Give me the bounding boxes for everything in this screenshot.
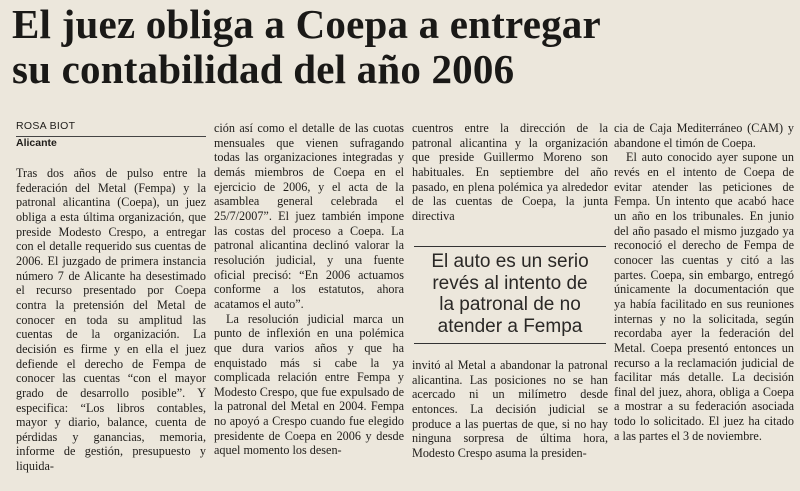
- pull-quote-line: revés al intento de: [432, 272, 588, 294]
- body-column-2: [214, 121, 404, 458]
- headline-line-2: su contabilidad del año 2006: [12, 46, 515, 92]
- paragraph: La resolución judicial marca un punto de inflexión en una polémica que dura varios años y que ha enquistado más si cabe la ya complicada relación entre Fempa y Modesto Crespo, que fue expulsado de la patronal del Metal en 2004. Fempa no apoyó a Crespo cuando fue elegido presidente de Coepa en 2006 y desde aquel momento los desen-: [214, 311, 404, 458]
- pull-quote-line: El auto es un serio: [431, 251, 589, 272]
- body-column-3-top: [412, 121, 608, 224]
- headline-line-1: El juez obliga a Coepa a entregar: [12, 1, 601, 47]
- paragraph: El auto conocido ayer supone un revés en el intento de Coepa de evitar atender las peticiones de Fempa. Un intento que acabó hace un año en los tribunales. En junio del año pasado el mismo juzgado ya reconoció el derecho de Fempa de conocer las cuentas y citó a las partes. Coepa, sin embargo, entregó únicamente la documentación que ya había facilitado en sus reuniones internas y no la solicitada, según recordaba ayer la federación del Metal. Coepa presentó entonces un recurso a la reclamación judicial de facilitar más detalle. La decisión final del juez, ahora, obliga a Coepa a mostrar a su federación asociada todo lo solicitado. El juez ha citado a las partes el 3 de noviembre.: [614, 150, 794, 443]
- pull-quote: [414, 246, 606, 344]
- headline: [12, 2, 792, 92]
- paragraph: Tras dos años de pulso entre la federación del Metal (Fempa) y la patronal alicantina (Coepa), un juez obliga a esta última organización, que preside Modesto Crespo, a entregar con el detalle requerido sus cuentas de 2006. El juzgado de primera instancia número 7 de Alicante ha desestimado el recurso presentado por Coepa contra la pretensión del Metal de conocer en toda su amplitud las cuentas de la organización. La decisión es firme y en ella el juez defiende el derecho de Fempa de conocer las cuentas “con el mayor grado de desarrollo posible”. Y especifica: “Los libros contables, mayor y diario, balance, cuenta de pérdidas y ganancias, memoria, informe de gestión, presupuesto y liquida-: [16, 166, 206, 474]
- paragraph: cia de Caja Mediterráneo (CAM) y abandone el timón de Coepa.: [614, 121, 794, 150]
- pull-quote-line: la patronal de no: [439, 294, 581, 315]
- body-column-1: [16, 166, 206, 474]
- paragraph: cuentros entre la dirección de la patronal alicantina y la organización que preside Guillermo Moreno son habituales. En septiembre del año pasado, en plena polémica ya alrededor de las cuentas de Coepa, la junta directiva: [412, 121, 608, 223]
- byline: [16, 120, 206, 150]
- paragraph: ción así como el detalle de las cuotas mensuales que vienen sufragando todas las organizaciones integradas y demás miembros de Coepa en el ejercicio de 2006, y el acta de la asamblea general celebrada el 25/7/2007”. El juez también impone las costas del proceso a Coepa. La patronal alicantina declinó valorar la resolución judicial, y una fuente oficial precisó: “En 2006 actuamos conforme a los estatutos, ahora acatamos el auto”.: [214, 121, 404, 311]
- pull-quote-line: atender a Fempa: [437, 315, 583, 337]
- body-column-4: [614, 121, 794, 443]
- paragraph: invitó al Metal a abandonar la patronal alicantina. Las posiciones no se han acercado ni un milímetro desde entonces. La decisión judicial se produce a las puertas de que, si no hay ninguna sorpresa de última hora, Modesto Crespo asuma la presiden-: [412, 358, 608, 460]
- dateline-location: Alicante: [16, 137, 57, 149]
- author-name: ROSA BIOT: [16, 120, 76, 132]
- body-column-3-bottom: [412, 358, 608, 461]
